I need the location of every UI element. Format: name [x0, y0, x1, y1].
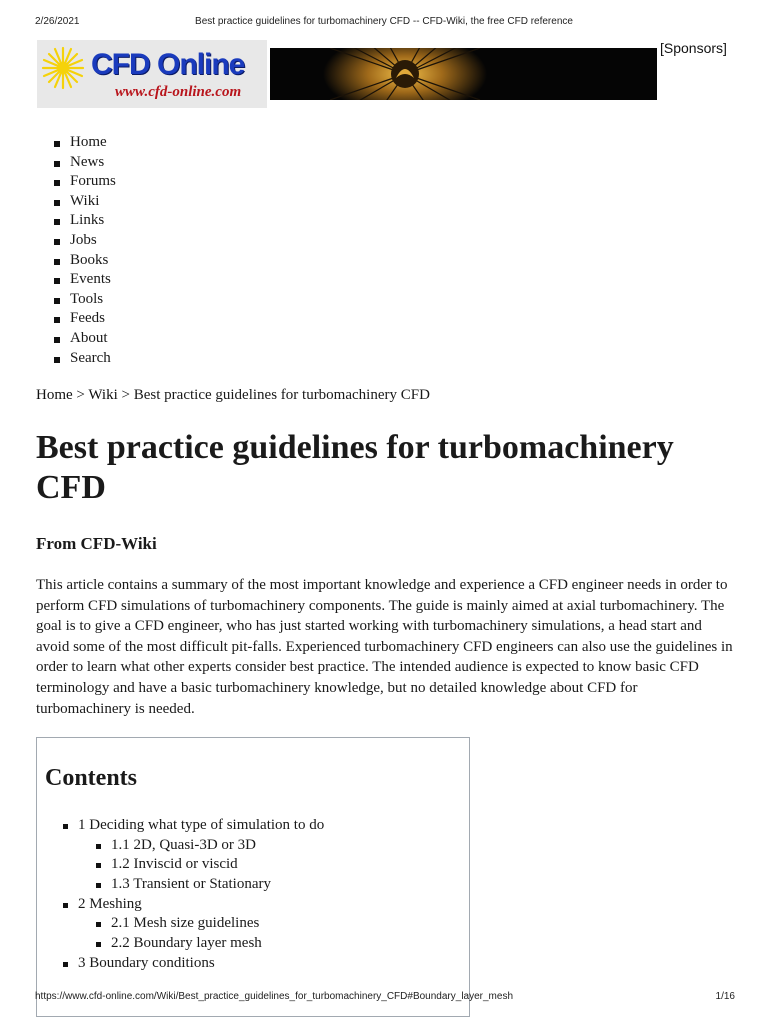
- toc-item[interactable]: 1.3 Transient or Stationary: [37, 875, 467, 895]
- nav-item-books[interactable]: Books: [36, 251, 116, 271]
- breadcrumb-current: Best practice guidelines for turbomachinery CFD: [133, 387, 430, 403]
- cfd-online-logo[interactable]: [37, 40, 267, 108]
- breadcrumb-wiki-link[interactable]: Wiki: [88, 387, 118, 403]
- nav-item-forums[interactable]: Forums: [36, 172, 116, 192]
- turbine-image: [270, 48, 657, 100]
- table-of-contents: [36, 737, 470, 1017]
- toc-item[interactable]: 2.1 Mesh size guidelines: [37, 914, 467, 934]
- nav-item-jobs[interactable]: Jobs: [36, 231, 116, 251]
- breadcrumb-separator: >: [121, 387, 130, 403]
- from-wiki-line: From CFD-Wiki: [36, 534, 157, 553]
- breadcrumb-separator: >: [76, 387, 85, 403]
- nav-item-tools[interactable]: Tools: [36, 290, 116, 310]
- print-url: https://www.cfd-online.com/Wiki/Best_practice_guidelines_for_turbomachinery_CFD#Boundary_layer_mesh: [35, 991, 514, 1002]
- print-header: [0, 14, 768, 30]
- sponsors-link[interactable]: [Sponsors]: [660, 40, 727, 56]
- main-nav: [36, 133, 116, 368]
- print-date: 2/26/2021: [35, 16, 80, 27]
- nav-item-links[interactable]: Links: [36, 211, 116, 231]
- nav-item-events[interactable]: Events: [36, 270, 116, 290]
- print-document-title: Best practice guidelines for turbomachinery CFD -- CFD-Wiki, the free CFD reference: [195, 16, 573, 27]
- toc-item[interactable]: 2 Meshing: [37, 895, 467, 915]
- toc-item[interactable]: 2.2 Boundary layer mesh: [37, 934, 467, 954]
- toc-item[interactable]: 3 Boundary conditions: [37, 954, 467, 974]
- toc-item[interactable]: 1.1 2D, Quasi-3D or 3D: [37, 836, 467, 856]
- sponsor-ad-banner[interactable]: [270, 48, 657, 100]
- page-title: Best practice guidelines for turbomachinery CFD: [36, 429, 674, 506]
- toc-heading: Contents: [45, 765, 138, 791]
- nav-item-search[interactable]: Search: [36, 349, 116, 369]
- brand-name: CFD Online: [91, 48, 245, 81]
- site-banner: [37, 40, 657, 108]
- print-page-number: 1/16: [715, 991, 735, 1002]
- print-footer: [0, 991, 768, 1005]
- nav-item-wiki[interactable]: Wiki: [36, 192, 116, 212]
- intro-paragraph: This article contains a summary of the most important knowledge and experience a CFD engineer needs in order to perform CFD simulations of turbomachinery components. The guide is mainly aimed at axial turbomachinery. The goal is to give a CFD engineer, who has just started working with turbomachinery simulations, a head start and avoid some of the most difficult pit-falls. Experienced turbomachinery CFD engineers can also use the guidelines in order to learn what other experts consider best practice. The intended audience is expected to know basic CFD terminology and have a basic turbomachinery knowledge, but no detailed knowledge about CFD for turbomachinery is needed.: [36, 577, 733, 717]
- sun-icon: [41, 46, 85, 90]
- brand-url: www.cfd-online.com: [115, 84, 242, 100]
- toc-item[interactable]: 1.2 Inviscid or viscid: [37, 855, 467, 875]
- nav-item-feeds[interactable]: Feeds: [36, 309, 116, 329]
- nav-item-news[interactable]: News: [36, 153, 116, 173]
- toc-item[interactable]: 1 Deciding what type of simulation to do: [37, 816, 467, 836]
- nav-item-home[interactable]: Home: [36, 133, 116, 153]
- nav-item-about[interactable]: About: [36, 329, 116, 349]
- breadcrumb: [36, 387, 430, 404]
- toc-list: [37, 816, 467, 974]
- breadcrumb-home-link[interactable]: Home: [36, 387, 73, 403]
